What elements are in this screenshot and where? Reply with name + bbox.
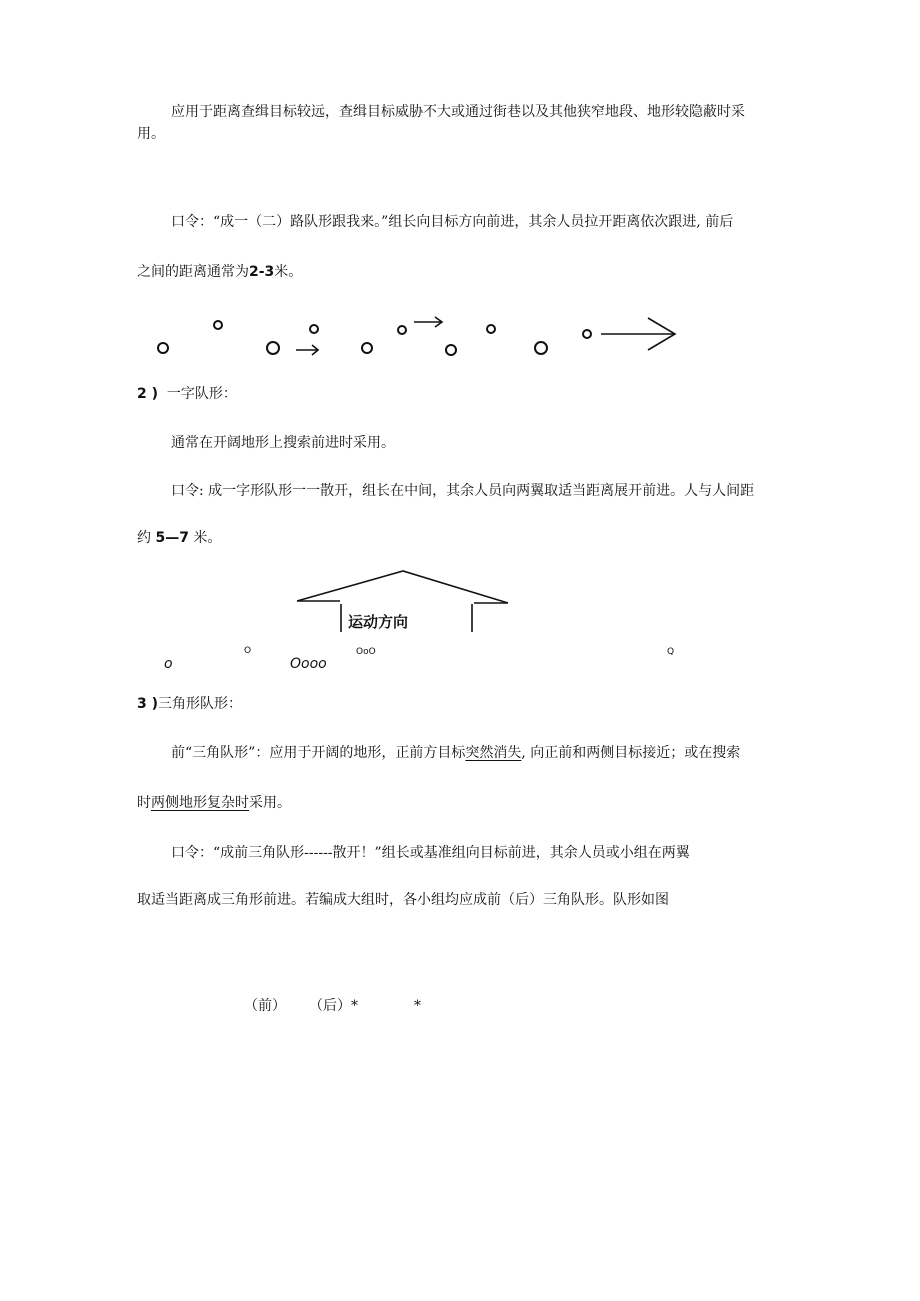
section3-front-line2 [137, 793, 291, 813]
figure-group-ooo: OoO [356, 647, 376, 657]
section2-title: 一字队形： [166, 386, 237, 402]
section3-front-post: , 向正前和两侧目标接近；或在搜索 [521, 745, 741, 761]
large-arrow-icon [601, 318, 675, 350]
person-circle [446, 345, 456, 355]
person-circle [267, 342, 279, 354]
figure-front-label: （前） [244, 998, 286, 1014]
figure-person-q: Q [667, 647, 675, 657]
para2-line2-pre: 之间的距离通常为 [137, 264, 249, 280]
section2-number: 2 ) [137, 386, 159, 402]
section2-usage: 通常在开阔地形上搜索前进时采用。 [171, 435, 395, 451]
section2-heading [137, 384, 237, 404]
para2-line1: 口令：“成一（二）路队形跟我来。”组长向目标方向前进，其余人员拉开距离依次跟进, 前后 [171, 214, 734, 230]
section3-heading [137, 694, 242, 714]
section2-distance: 5—7 [155, 530, 189, 546]
section2-cmd-post: 米。 [193, 530, 222, 546]
para2-distance: 2-3 [249, 264, 275, 280]
person-circle [362, 343, 372, 353]
person-circle [214, 321, 222, 329]
figure-back-label: （后）* [309, 998, 358, 1014]
section3-command-line1: 口令：“成前三角队形------散开！”组长或基准组向目标前进，其余人员或小组在两翼 [171, 845, 690, 861]
section3-front2-underlined: 两侧地形复杂时 [151, 795, 249, 811]
section3-title: 三角形队形： [158, 696, 243, 712]
section3-number: 3 ) [137, 696, 159, 712]
figure-star: * [414, 998, 421, 1014]
section3-front2-pre: 时 [137, 795, 151, 811]
section3-front2-post: 采用。 [249, 795, 291, 811]
para2-line2-post: 米。 [274, 264, 303, 280]
small-arrow-icon [414, 317, 442, 327]
section2-command-line2 [137, 528, 221, 548]
section2-command-line1: 口令: 成一字形队形一一散开，组长在中间，其余人员向两翼取适当距离展开前进。人与人间距 [171, 483, 755, 499]
person-circle [398, 326, 406, 334]
para1-line2: 用。 [137, 126, 165, 142]
section3-front-underlined: 突然消失 [465, 745, 522, 761]
section3-front-pre: 前“三角队形”：应用于开阔的地形，正前方目标 [171, 745, 466, 761]
movement-direction-label: 运动方向 [348, 613, 409, 631]
small-arrow-icon [296, 345, 318, 355]
figure-group-oooo: Oooo [290, 656, 327, 672]
para1-line1: 应用于距离查缉目标较远，查缉目标威胁不大或通过街巷以及其他狭窄地段、地形较隐蔽时采 [171, 104, 745, 120]
person-circle [535, 342, 547, 354]
section3-command-line2: 取适当距离成三角形前进。若编成大组时，各小组均应成前（后）三角队形。队形如图 [137, 892, 669, 908]
person-circle [158, 343, 168, 353]
section3-front-line1 [171, 743, 740, 763]
figure-person-o: o [164, 656, 173, 672]
person-circle [583, 330, 591, 338]
person-circle [310, 325, 318, 333]
figure-person-O: O [244, 646, 252, 656]
person-circle [487, 325, 495, 333]
section2-cmd-pre: 约 [137, 530, 151, 546]
